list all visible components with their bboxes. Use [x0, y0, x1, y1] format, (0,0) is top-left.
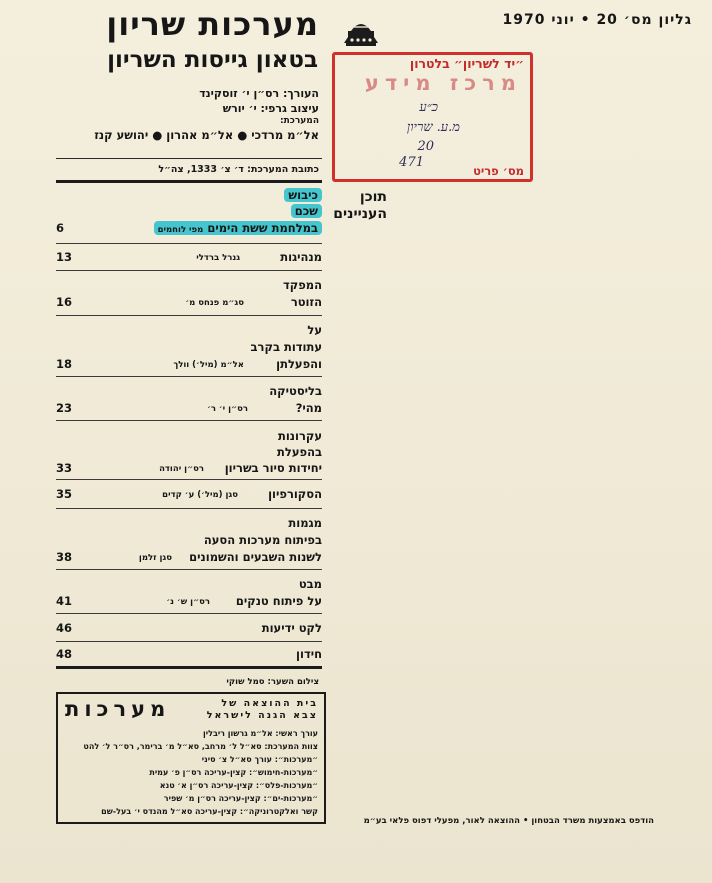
entry-title-line: הזוטר — [290, 295, 322, 309]
divider — [56, 613, 322, 614]
archive-stamp — [332, 52, 533, 182]
entry-title-line: כיבוש — [284, 188, 322, 202]
board-label: המערכת: — [280, 116, 319, 126]
armored-corps-emblem-icon — [340, 13, 382, 49]
entry-title-line: במלחמת ששת הימים מפי לוחמים — [154, 221, 322, 235]
entry-title: חידון — [296, 647, 322, 661]
entry-title-line: שכם — [291, 204, 322, 218]
handwritten-note: 20 — [417, 139, 434, 154]
entry-page-number: 33 — [56, 461, 73, 475]
printer-credit: הודפס באמצעות משרד הבטחון • ההוצאה לאור, מפעלי דפוס פלאי בע״מ — [363, 816, 654, 826]
divider — [56, 479, 322, 480]
divider — [56, 641, 322, 642]
divider — [56, 666, 322, 669]
publisher-subtitle-line: בית ההוצאה של — [221, 698, 318, 709]
entry-page-number: 46 — [56, 621, 73, 635]
bullet: ● — [148, 128, 163, 142]
toc-heading-line: העניינים — [333, 206, 387, 222]
divider — [56, 420, 322, 421]
entry-author: מפי לוחמים — [157, 225, 204, 235]
entry-title-line: והפעלתן — [276, 357, 322, 371]
publisher-line: ״מערכות-חימוש״: קצין-עריכה רס״ן פ׳ עמית — [149, 768, 318, 777]
divider — [56, 508, 322, 509]
publisher-line: עורך ראשי: אל״מ גרשון ריבלין — [203, 729, 318, 738]
issue-line: גליון מס׳ 20 • יוני 1970 — [502, 12, 692, 28]
divider — [56, 180, 322, 183]
publisher-line: ״מערכות״: עורך סא״ל צ׳ סיני — [201, 755, 318, 764]
bullet: ● — [233, 128, 248, 142]
entry-author: סגן (מיל׳) ע׳ קדים — [162, 490, 238, 500]
toc-heading — [333, 189, 387, 223]
divider — [56, 569, 322, 570]
entry-author: אל״מ (מיל׳) וולך — [173, 360, 244, 370]
publisher-line: קשר ואלקטרוניקה״: קצין-עריכה סא״ל מהנדס י׳ בעל-שם — [101, 807, 318, 816]
entry-page-number: 16 — [56, 295, 73, 309]
entry-title: לקט ידיעות — [261, 621, 322, 635]
entry-title: הסקורפיון — [268, 487, 322, 501]
staff-member: יהושע קנז — [94, 128, 149, 142]
staff-member: אל״מ אהרון — [166, 128, 234, 142]
entry-title-line: מהי? — [295, 401, 322, 415]
entry-page-number: 35 — [56, 487, 73, 501]
entry-page-number: 6 — [56, 221, 65, 235]
entry-title-line: לשנות השבעים והשמונים — [189, 550, 322, 564]
entry-title-line: בהפעלת — [277, 445, 322, 459]
handwritten-note: כ״ע — [419, 100, 438, 115]
stamp-center: מרכז מידע — [364, 71, 522, 95]
entry-author: גנרל ברדלי — [196, 253, 240, 263]
entry-page-number: 18 — [56, 357, 73, 371]
magazine-title: מערכות שריון — [106, 5, 319, 43]
entry-title-line: מגמות — [288, 516, 322, 530]
entry-author: סג״מ פנחס מ׳ — [185, 298, 244, 308]
entry-title-line: על פיתוח טנקים — [235, 594, 322, 608]
entry-title-line: עתודות בקרב — [250, 340, 322, 354]
entry-title-line: יחידות סיור בשריון — [224, 461, 322, 475]
publisher-box — [56, 692, 326, 824]
publisher-title: מערכות — [65, 697, 171, 721]
editor-credit: העורך: רס״ן י׳ זוסקינד — [199, 87, 319, 100]
entry-author: סגן זלמן — [138, 553, 172, 563]
handwritten-note: מ.ע. שריון — [406, 120, 460, 135]
publisher-subtitle-line: צבא הגנה לישראל — [206, 710, 318, 721]
toc-heading-line: תוכן — [359, 189, 387, 205]
entry-page-number: 48 — [56, 647, 73, 661]
divider — [56, 376, 322, 377]
entry-title-line: מבט — [298, 577, 322, 591]
divider — [56, 270, 322, 271]
publisher-line: ״מערכות-ים״: קצין-עריכה רס״ן מ׳ שפיר — [163, 794, 318, 803]
entry-page-number: 38 — [56, 550, 73, 564]
credits-block — [61, 86, 319, 142]
entry-title-line: בפיתוח מערכות הסעה — [203, 533, 322, 547]
stamp-item-label: מס׳ פריט — [473, 164, 524, 178]
entry-author: רס״ן ש׳ נ׳ — [166, 597, 210, 607]
entry-page-number: 41 — [56, 594, 73, 608]
entry-title-line: על — [307, 323, 322, 337]
magazine-subtitle: בטאון גייסות השריון — [107, 47, 318, 73]
entry-page-number: 23 — [56, 401, 73, 415]
editorial-address: כתובת המערכת: ד׳ צ׳ 1333, צה״ל — [158, 164, 319, 175]
stamp-institution: ״יד לשריון״ בלטרון — [409, 56, 524, 71]
entry-title-line: המפקד — [282, 278, 322, 292]
divider — [56, 158, 322, 159]
entry-title-line: בליסטיקה — [269, 384, 322, 398]
handwritten-note: 471 — [399, 155, 424, 170]
entry-title: מנהיגות — [280, 250, 322, 264]
entry-title-line: עקרונות — [277, 429, 322, 443]
publisher-line: צוות המערכת: סא״ל ל׳ מרחב, סא״ל מ׳ ברימר, רס״ר ל׳ להט — [83, 742, 318, 751]
design-credit: עיצוב גרפי: י׳ יורש — [222, 102, 319, 115]
publisher-line: ״מערכות-פלס״: קצין-עריכה רס״ן א׳ טנא — [159, 781, 318, 790]
entry-page-number: 13 — [56, 250, 73, 264]
publisher-subtitle — [207, 698, 318, 722]
divider — [56, 315, 322, 316]
staff-list — [61, 128, 319, 142]
entry-author: רס״ן יהודה — [159, 464, 204, 474]
cover-photo-credit: צילום השער: סמל שוקי — [226, 677, 319, 687]
entry-author: רס״ן י׳ ר׳ — [207, 404, 248, 414]
staff-member: אל״מ מרדכי — [251, 128, 319, 142]
divider — [56, 243, 322, 244]
